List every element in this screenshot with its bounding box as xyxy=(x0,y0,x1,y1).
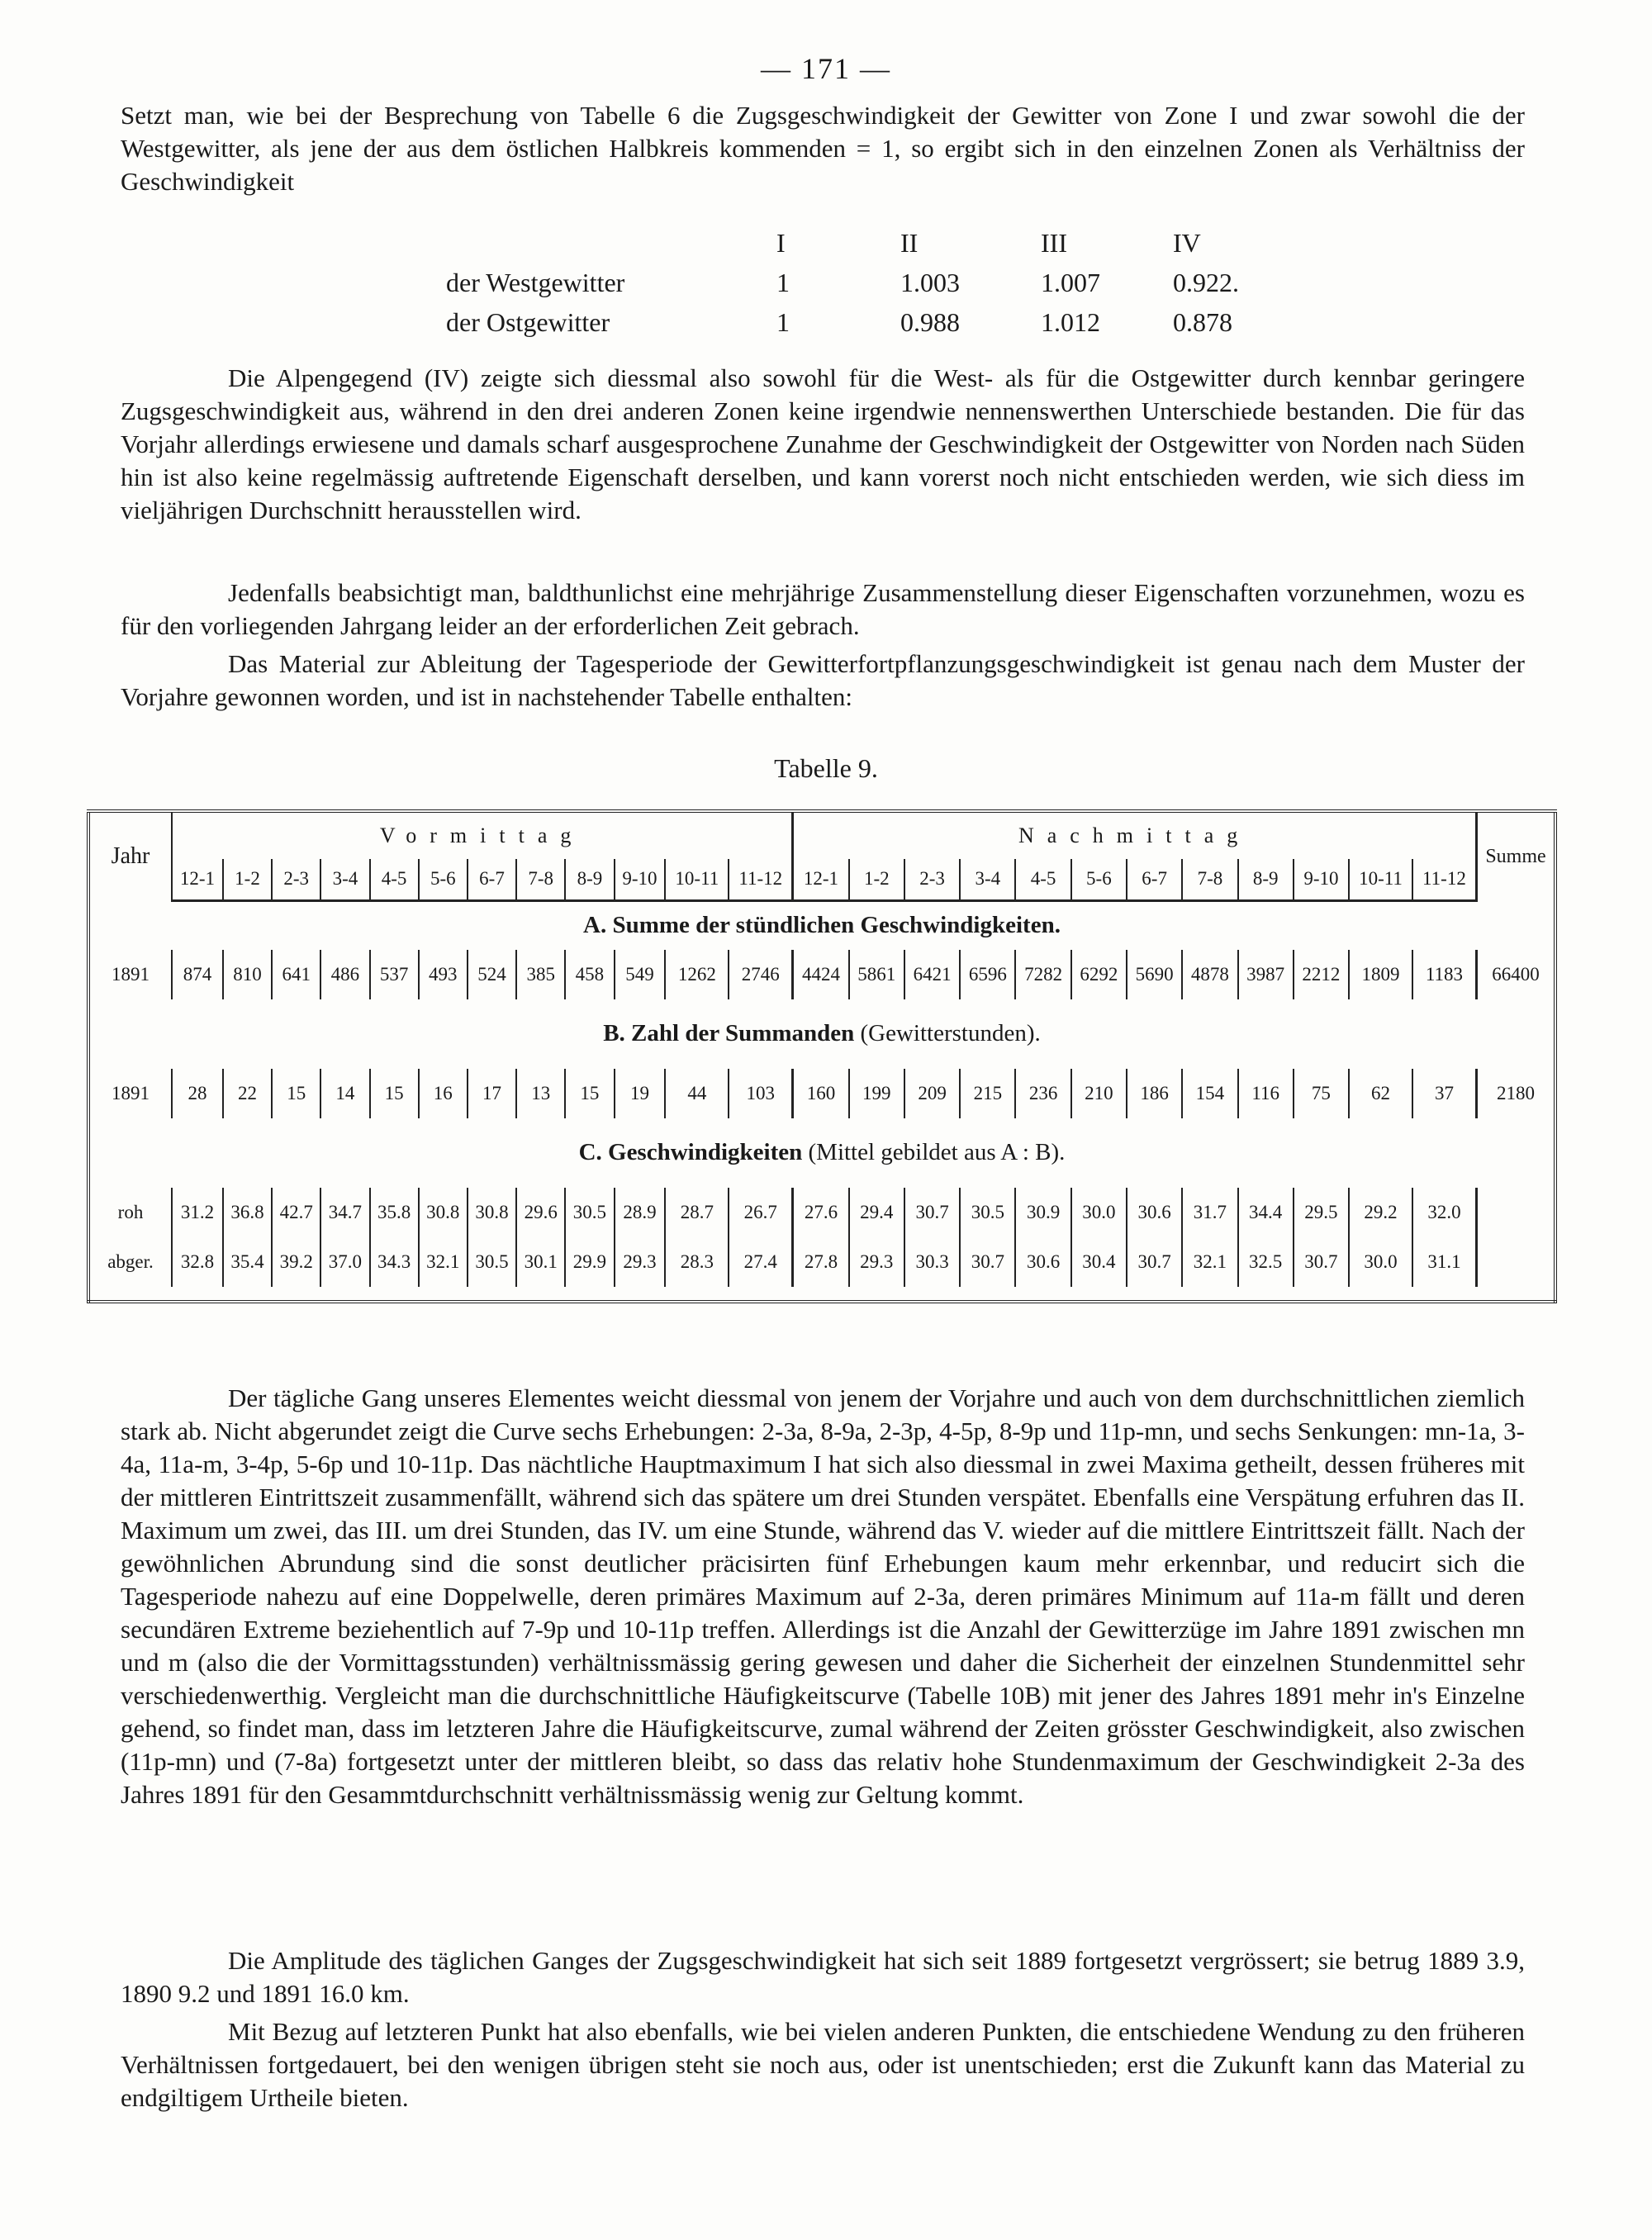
hour-header: 6-7 xyxy=(468,859,516,900)
page-number: — 171 — xyxy=(761,52,891,85)
table-cell: 458 xyxy=(565,950,614,999)
table-cell: 30.0 xyxy=(1071,1188,1127,1237)
table-cell: 6292 xyxy=(1071,950,1127,999)
hour-header: 2-3 xyxy=(904,859,960,900)
table-cell: 37.0 xyxy=(320,1237,369,1287)
paragraph-amplitude: Die Amplitude des täglichen Ganges der Zugsgeschwindigkeit hat sich seit 1889 fortgesetzt vergrössert; sie betrug 1889 3.9, 1890 9.2 und 1891 16.0 km. xyxy=(121,1946,1525,2008)
table-cell: 34.3 xyxy=(370,1237,419,1287)
table-cell: 810 xyxy=(223,950,272,999)
hour-header: 3-4 xyxy=(320,859,369,900)
table-cell: 15 xyxy=(370,1069,419,1118)
table-cell: 2212 xyxy=(1294,950,1349,999)
table-cell: 1809 xyxy=(1349,950,1412,999)
table-cell: 29.5 xyxy=(1294,1188,1349,1237)
row-label: abger. xyxy=(107,1251,154,1272)
table-cell: 44 xyxy=(665,1069,729,1118)
table-cell: 32.1 xyxy=(1182,1237,1237,1287)
table-cell: 641 xyxy=(272,950,320,999)
hour-header: 11-12 xyxy=(729,859,793,900)
hour-header: 10-11 xyxy=(665,859,729,900)
hour-header: 7-8 xyxy=(516,859,565,900)
section-b-title: B. Zahl der Summanden (Gewitterstunden). xyxy=(603,1020,1041,1046)
table-cell: 35.8 xyxy=(370,1188,419,1237)
table-cell: 14 xyxy=(320,1069,369,1118)
table-cell: 103 xyxy=(729,1069,793,1118)
sum-cell: 2180 xyxy=(1477,1069,1556,1118)
hour-header: 12-1 xyxy=(172,859,223,900)
table-cell: 493 xyxy=(419,950,468,999)
jahr-header: Jahr xyxy=(88,811,172,900)
table-cell: 116 xyxy=(1238,1069,1294,1118)
table-cell: 30.5 xyxy=(960,1188,1015,1237)
nachmittag-header: Nachmittag xyxy=(793,811,1477,859)
table-cell: 75 xyxy=(1294,1069,1349,1118)
table-cell: 29.2 xyxy=(1349,1188,1412,1237)
table-cell: 29.3 xyxy=(849,1237,904,1287)
paragraph-alpine: Die Alpengegend (IV) zeigte sich diessmal also sowohl für die West- als für die Ostgewitter durch kennbar geringere Zugsgeschwindigkeit aus, während in den drei anderen Zonen keine irgendwie nennenswerthen Unterschiede bestanden. Die für das Vorjahr allerdings erwiesene und damals scharf ausgesprochene Zunahme der Geschwindigkeit der Ostgewitter von Norden nach Süden hin ist also keine regelmässig auftretende Eigenschaft derselben, und kann vorerst noch nicht entschieden werden, wie sich diess im vieljährigen Durchschnitt herausstellen wird. xyxy=(121,363,1525,524)
table-cell: 32.1 xyxy=(419,1237,468,1287)
ratio-value: 0.988 xyxy=(900,306,960,337)
row-label: 1891 xyxy=(112,963,150,985)
table-cell: 27.8 xyxy=(793,1237,849,1287)
table-cell: 549 xyxy=(615,950,666,999)
hour-header: 9-10 xyxy=(615,859,666,900)
table-caption: Tabelle 9. xyxy=(774,753,878,783)
table-cell: 28.9 xyxy=(615,1188,666,1237)
table-cell: 16 xyxy=(419,1069,468,1118)
table-cell: 236 xyxy=(1015,1069,1070,1118)
table-cell: 30.9 xyxy=(1015,1188,1070,1237)
paragraph-material: Das Material zur Ableitung der Tagesperiode der Gewitterfortpflanzungsgeschwindigkeit ist genau nach dem Muster der Vorjahre gewonnen worden, und ist in nachstehender Tabelle enthalten: xyxy=(121,649,1525,711)
table-cell: 29.4 xyxy=(849,1188,904,1237)
table-cell: 35.4 xyxy=(223,1237,272,1287)
table-cell: 29.3 xyxy=(615,1237,666,1287)
table-cell: 27.6 xyxy=(793,1188,849,1237)
ratio-value: 0.922. xyxy=(1173,267,1239,297)
table-cell: 385 xyxy=(516,950,565,999)
table-cell: 4424 xyxy=(793,950,849,999)
table-cell: 160 xyxy=(793,1069,849,1118)
zone-header: II xyxy=(900,227,919,258)
table-cell: 154 xyxy=(1182,1069,1237,1118)
table-cell: 30.6 xyxy=(1015,1237,1070,1287)
table-cell: 15 xyxy=(565,1069,614,1118)
table-cell: 6421 xyxy=(904,950,960,999)
table-cell: 32.5 xyxy=(1238,1237,1294,1287)
zone-header: III xyxy=(1041,227,1067,258)
section-c-title: C. Geschwindigkeiten (Mittel gebildet aus A : B). xyxy=(578,1139,1066,1165)
table-cell: 210 xyxy=(1071,1069,1127,1118)
ratio-value: 1.007 xyxy=(1041,267,1100,297)
hour-header: 6-7 xyxy=(1127,859,1182,900)
velocity-ratio-table xyxy=(446,223,1289,342)
table-cell: 5861 xyxy=(849,950,904,999)
table-cell: 209 xyxy=(904,1069,960,1118)
table-cell: 7282 xyxy=(1015,950,1070,999)
hour-header: 4-5 xyxy=(1015,859,1070,900)
table-cell: 186 xyxy=(1127,1069,1182,1118)
section-a-title: A. Summe der stündlichen Geschwindigkeiten. xyxy=(583,912,1061,938)
table-cell: 524 xyxy=(468,950,516,999)
table-cell: 28 xyxy=(172,1069,223,1118)
hour-header: 5-6 xyxy=(419,859,468,900)
table-cell: 6596 xyxy=(960,950,1015,999)
ratio-row-label: der Ostgewitter xyxy=(446,306,610,337)
sum-cell: 66400 xyxy=(1477,950,1556,999)
ratio-value: 1.012 xyxy=(1041,306,1100,337)
table-cell: 2746 xyxy=(729,950,793,999)
table-cell: 17 xyxy=(468,1069,516,1118)
sum-cell xyxy=(1477,1237,1556,1287)
table-cell: 37 xyxy=(1412,1069,1477,1118)
table-cell: 36.8 xyxy=(223,1188,272,1237)
ratio-row-label: der Westgewitter xyxy=(446,267,625,297)
table-cell: 30.7 xyxy=(904,1188,960,1237)
table-cell: 28.3 xyxy=(665,1237,729,1287)
hour-header: 7-8 xyxy=(1182,859,1237,900)
table-cell: 3987 xyxy=(1238,950,1294,999)
table-cell: 30.8 xyxy=(468,1188,516,1237)
zone-header: I xyxy=(776,227,786,258)
table-cell: 199 xyxy=(849,1069,904,1118)
table-cell: 5690 xyxy=(1127,950,1182,999)
paragraph-intro: Setzt man, wie bei der Besprechung von Tabelle 6 die Zugsgeschwindigkeit der Gewitter von Zone I und zwar sowohl die der Westgewitter, als jene der aus dem östlichen Halbkreis kommenden = 1, so ergibt sich in den einzelnen Zonen als Verhältniss der Geschwindigkeit xyxy=(121,101,1525,196)
table-cell: 32.8 xyxy=(172,1237,223,1287)
summe-header: Summe xyxy=(1477,811,1556,900)
row-label: roh xyxy=(117,1201,144,1222)
table-cell: 1262 xyxy=(665,950,729,999)
table-cell: 29.9 xyxy=(565,1237,614,1287)
table-cell: 19 xyxy=(615,1069,666,1118)
table-cell: 30.5 xyxy=(468,1237,516,1287)
vormittag-header: Vormittag xyxy=(172,811,793,859)
table-cell: 30.3 xyxy=(904,1237,960,1287)
hour-header: 11-12 xyxy=(1412,859,1477,900)
table-cell: 537 xyxy=(370,950,419,999)
paragraph-daily-course: Der tägliche Gang unseres Elementes weicht diessmal von jenem der Vorjahre und auch von dem durchschnittlichen ziemlich stark ab. Nicht abgerundet zeigt die Curve sechs Erhebungen: 2-3a, 8-9a, 2-3p, 4-5p, 8-9p und 11p-mn, und sechs Senkungen: mn-1a, 3-4a, 11a-m, 3-4p, 5-6p und 10-11p. Das nächtliche Hauptmaximum I hat sich also diessmal in zwei Maxima getheilt, dessen früheres mit der mittleren Eintrittszeit zusammenfällt, während sich das spätere um drei Stunden verspätet. Ebenfalls eine Verspätung erfuhren das II. Maximum um zwei, das III. um drei Stunden, das IV. um eine Stunde, während das V. wieder auf die mittlere Eintrittszeit fällt. Nach der gewöhnlichen Abrundung sind die sonst deutlicher präcisirten fünf Erhebungen kaum mehr erkennbar, und reducirt sich die Tagesperiode nahezu auf eine Doppelwelle, deren primäres Maximum auf 2-3a, deren primäres Minimum auf 11a-m fällt und deren secundären Extreme beziehentlich auf 7-9p und 10-11p treffen. Allerdings ist die Anzahl der Gewitterzüge im Jahre 1891 zwischen mn und m (also die der Vormittagsstunden) verhältnissmässig gering gewesen und daher die Sicherheit der einzelnen Stundenmittel sehr verschiedenwerthig. Vergleicht man die durchschnittliche Häufigkeitscurve (Tabelle 10B) mit jener des Jahres 1891 mehr in's Einzelne gehend, so findet man, dass im letzteren Jahre die Häufigkeitscurve, zumal während der Zeiten grösster Geschwindigkeit, also zwischen (11p-mn) und (7-8a) fortgesetzt unter der mittleren bleibt, so dass das relativ hohe Stundenmaximum der Geschwindigkeit 2-3a des Jahres 1891 für den Gesammtdurchschnitt verhältnissmässig wenig zur Geltung kommt. xyxy=(121,1383,1525,1809)
zone-header: IV xyxy=(1173,227,1201,258)
table-cell: 30.1 xyxy=(516,1237,565,1287)
table-cell: 31.1 xyxy=(1412,1237,1477,1287)
table-cell: 30.8 xyxy=(419,1188,468,1237)
table-cell: 30.0 xyxy=(1349,1237,1412,1287)
table-cell: 22 xyxy=(223,1069,272,1118)
sum-cell xyxy=(1477,1188,1556,1237)
hour-header: 8-9 xyxy=(565,859,614,900)
table-cell: 15 xyxy=(272,1069,320,1118)
table-cell: 39.2 xyxy=(272,1237,320,1287)
ratio-value: 0.878 xyxy=(1173,306,1232,337)
table-9 xyxy=(87,809,1557,1303)
table-cell: 27.4 xyxy=(729,1237,793,1287)
paragraph-compilation: Jedenfalls beabsichtigt man, baldthunlichst eine mehrjährige Zusammenstellung dieser Eigenschaften vorzunehmen, wozu es für den vorliegenden Jahrgang leider an der erforderlichen Zeit gebrach. xyxy=(121,578,1525,640)
table-cell: 4878 xyxy=(1182,950,1237,999)
table-cell: 34.4 xyxy=(1238,1188,1294,1237)
table-cell: 42.7 xyxy=(272,1188,320,1237)
hour-header: 9-10 xyxy=(1294,859,1349,900)
hour-header: 1-2 xyxy=(223,859,272,900)
paragraph-conclusion: Mit Bezug auf letzteren Punkt hat also ebenfalls, wie bei vielen anderen Punkten, die entschiedene Wendung zu den früheren Verhältnissen fortgedauert, bei den wenigen übrigen steht sie noch aus, oder ist unentschieden; erst die Zukunft kann das Material zu endgiltigem Urtheile bieten. xyxy=(121,2017,1525,2112)
hour-header: 12-1 xyxy=(793,859,849,900)
hour-header: 10-11 xyxy=(1349,859,1412,900)
table-cell: 30.6 xyxy=(1127,1188,1182,1237)
table-cell: 31.7 xyxy=(1182,1188,1237,1237)
ratio-value: 1.003 xyxy=(900,267,960,297)
table-cell: 30.5 xyxy=(565,1188,614,1237)
table-cell: 26.7 xyxy=(729,1188,793,1237)
table-cell: 29.6 xyxy=(516,1188,565,1237)
table-cell: 486 xyxy=(320,950,369,999)
table-cell: 874 xyxy=(172,950,223,999)
hour-header: 4-5 xyxy=(370,859,419,900)
table-cell: 13 xyxy=(516,1069,565,1118)
table-cell: 30.7 xyxy=(1294,1237,1349,1287)
hour-header: 2-3 xyxy=(272,859,320,900)
hour-header: 3-4 xyxy=(960,859,1015,900)
table-cell: 32.0 xyxy=(1412,1188,1477,1237)
row-label: 1891 xyxy=(112,1082,150,1103)
ratio-value: 1 xyxy=(776,267,790,297)
table-cell: 31.2 xyxy=(172,1188,223,1237)
hour-header: 5-6 xyxy=(1071,859,1127,900)
ratio-value: 1 xyxy=(776,306,790,337)
table-cell: 30.7 xyxy=(960,1237,1015,1287)
table-cell: 62 xyxy=(1349,1069,1412,1118)
table-cell: 30.7 xyxy=(1127,1237,1182,1287)
table-cell: 34.7 xyxy=(320,1188,369,1237)
table-cell: 215 xyxy=(960,1069,1015,1118)
table-cell: 30.4 xyxy=(1071,1237,1127,1287)
hour-header: 8-9 xyxy=(1238,859,1294,900)
hour-header: 1-2 xyxy=(849,859,904,900)
table-cell: 1183 xyxy=(1412,950,1477,999)
table-cell: 28.7 xyxy=(665,1188,729,1237)
